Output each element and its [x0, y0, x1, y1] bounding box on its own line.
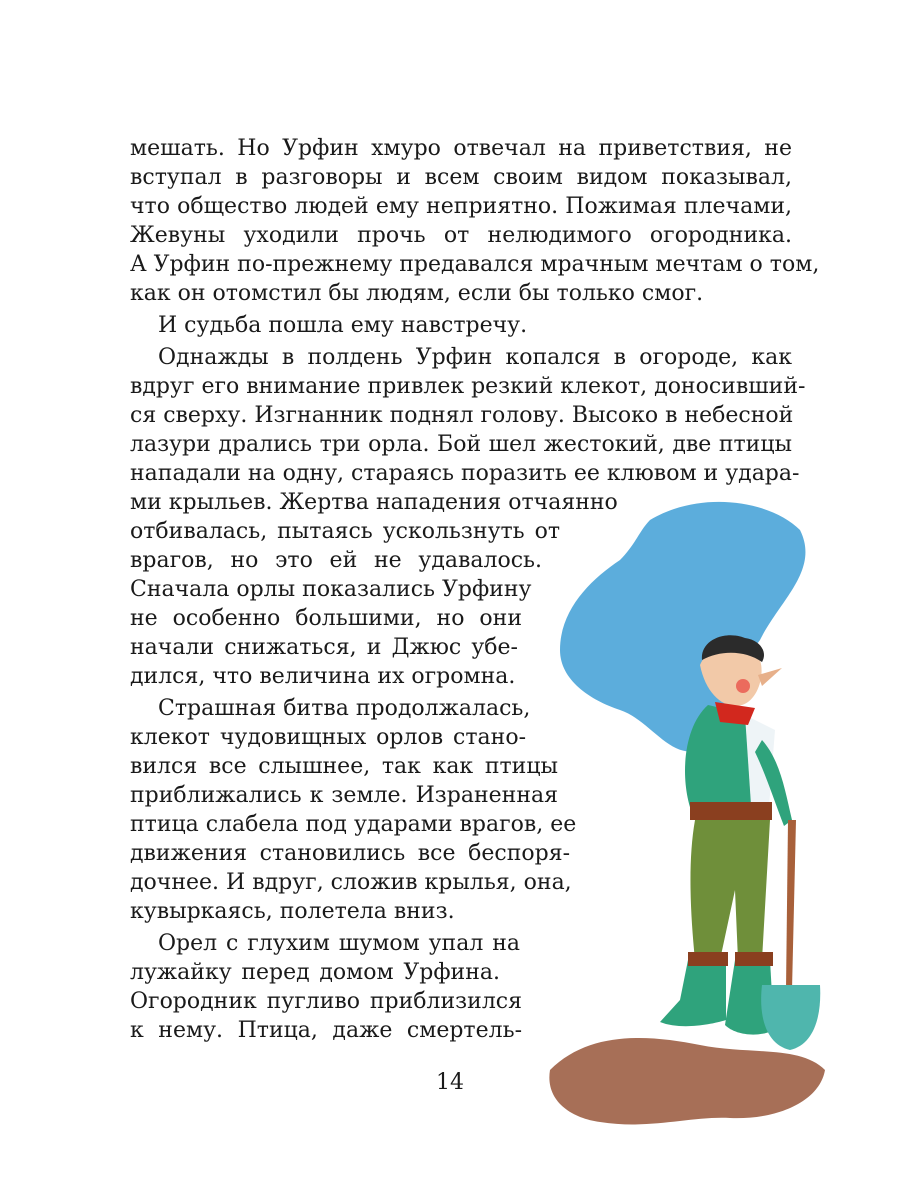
text-line: Орел с глухим шумом упал на [158, 931, 520, 956]
text-line: И судьба пошла ему навстречу. [158, 313, 528, 338]
page-number: 14 [436, 1070, 464, 1095]
text-line: птица слабела под ударами врагов, ее [130, 812, 577, 837]
text-line: Страшная битва продолжалась, [158, 696, 531, 721]
ground-splash [549, 1038, 825, 1125]
text-line: вился все слышнее, так как птицы [130, 754, 558, 779]
text-line: вдруг его внимание привлек резкий клекот, доносивший- [130, 374, 806, 399]
text-line: Сначала орлы показались Урфину [130, 577, 532, 602]
text-line: не особенно большими, но они [130, 606, 522, 631]
text-line: лужайку перед домом Урфина. [130, 960, 500, 985]
sky-splash [560, 502, 805, 752]
text-line: вступал в разговоры и всем своим видом показывал, [130, 165, 792, 190]
text-line: к нему. Птица, даже смертель- [130, 1018, 522, 1043]
text-line: как он отомстил бы людям, если бы только смог. [130, 281, 704, 306]
text-line: кувыркаясь, полетела вниз. [130, 899, 455, 924]
text-line: отбивалась, пытаясь ускользнуть от [130, 519, 560, 544]
text-line: дился, что величина их огромна. [130, 664, 516, 689]
shovel [761, 820, 820, 1050]
text-line: что общество людей ему неприятно. Пожимая плечами, [130, 194, 792, 219]
text-line: Жевуны уходили прочь от нелюдимого огородника. [130, 223, 792, 248]
text-line: врагов, но это ей не удавалось. [130, 548, 542, 573]
text-line: Огородник пугливо приблизился [130, 989, 522, 1014]
man-with-shovel-icon [530, 490, 830, 1140]
text-line: ми крыльев. Жертва нападения отчаянно [130, 490, 618, 515]
text-line: А Урфин по-прежнему предавался мрачным мечтам о том, [130, 252, 820, 277]
text-line: лазури дрались три орла. Бой шел жестокий, две птицы [130, 432, 792, 457]
text-line: мешать. Но Урфин хмуро отвечал на приветствия, не [130, 136, 792, 161]
text-line: начали снижаться, и Джюс убе- [130, 635, 518, 660]
text-line: ся сверху. Изгнанник поднял голову. Высоко в небесной [130, 403, 794, 428]
text-line: дочнее. И вдруг, сложив крылья, она, [130, 870, 572, 895]
text-line: движения становились все беспоря- [130, 841, 570, 866]
text-line: нападали на одну, стараясь поразить ее клювом и удара- [130, 461, 800, 486]
text-line: клекот чудовищных орлов стано- [130, 725, 526, 750]
text-line: приближались к земле. Израненная [130, 783, 558, 808]
text-line: Однажды в полдень Урфин копался в огороде, как [158, 345, 792, 370]
